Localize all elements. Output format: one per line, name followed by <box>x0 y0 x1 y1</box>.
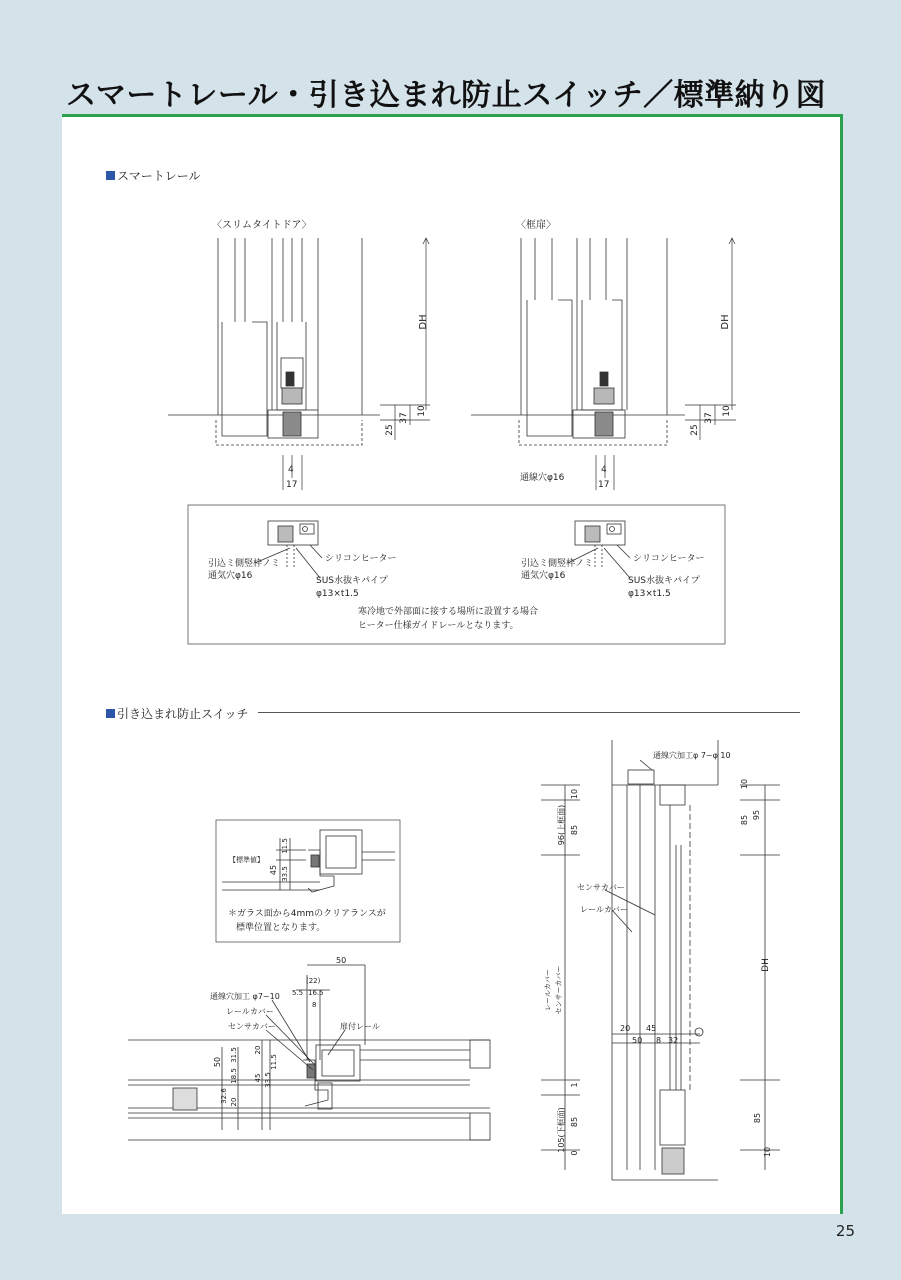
inset-standard-label: 【標準値】 <box>229 856 264 864</box>
vent-label-1-right: 引込ミ側竪枠ノミ <box>521 559 594 569</box>
section-heading-switch-text: 引き込まれ防止スイッチ <box>117 707 249 721</box>
elev-dim-85-left-bottom: 85 <box>570 1116 579 1128</box>
elev-wiring-label: 通線穴加工φ 7~φ 10 <box>653 751 731 760</box>
plan-dim-20: 20 <box>254 1045 262 1055</box>
dim-25-left: 25 <box>385 424 395 436</box>
pipe-label-2-right: φ13×t1.5 <box>628 589 671 599</box>
plan-dim-315: 31.5 <box>230 1047 238 1063</box>
dim-dh-left: DH <box>418 314 429 330</box>
elev-dim-96: 96(上框面) <box>557 804 566 846</box>
dim-37-left: 37 <box>399 412 409 424</box>
dim-4-right: 4 <box>601 465 607 475</box>
elev-dim-10-bottom: 10 <box>763 1146 772 1158</box>
caption-framed-door: 〈框扉〉 <box>516 220 556 231</box>
elev-dim-1: 1 <box>570 1082 579 1088</box>
elev-dim-10-left-top: 10 <box>570 788 579 800</box>
plan-dim-326: 32.6 <box>220 1088 228 1104</box>
plan-dim-20b: 20 <box>230 1097 238 1107</box>
heater-note-1: 寒冷地で外部面に接する場所に設置する場合 <box>358 607 539 617</box>
dim-25-right: 25 <box>690 424 700 436</box>
plan-wiring-label: 通線穴加工 φ7~10 <box>210 992 280 1001</box>
inset-dim-45: 45 <box>269 864 278 876</box>
pipe-label-1-right: SUS水抜キパイプ <box>628 576 700 586</box>
heater-note-2: ヒーター仕様ガイドレールとなります。 <box>358 621 519 631</box>
plan-rail-cover-label: レールカバー <box>226 1007 274 1016</box>
vent-label-1-left: 引込ミ側竪枠ノミ <box>208 559 281 569</box>
plan-dim-8: 8 <box>312 1001 317 1009</box>
heater-label-left: シリコンヒーター <box>325 554 397 564</box>
plan-dim-115b: 11.5 <box>270 1054 278 1070</box>
pipe-label-1-left: SUS水抜キパイプ <box>316 576 388 586</box>
plan-dim-45b: 45 <box>254 1073 262 1083</box>
inset-dim-115: 11.5 <box>281 838 289 854</box>
elev-vertical-label-2: センサーカバー <box>555 965 563 1015</box>
elev-dim-32: 32 <box>668 1036 679 1045</box>
elev-dim-85-top-right: 85 <box>740 814 749 826</box>
dim-dh-right: DH <box>720 314 731 330</box>
elev-dim-0: 0 <box>570 1150 579 1156</box>
elev-dim-105: 105(下框面) <box>557 1107 566 1153</box>
vent-label-2-right: 通気穴φ16 <box>521 571 566 581</box>
elev-dim-dh: DH <box>761 958 771 972</box>
elev-dim-85-right-bottom: 85 <box>753 1112 762 1124</box>
dim-10-left: 10 <box>417 405 427 417</box>
page-number: 25 <box>835 1222 855 1240</box>
heater-label-right: シリコンヒーター <box>633 554 705 564</box>
inset-note-1: ＊ガラス面から4mmのクリアランスが <box>228 909 386 919</box>
section-heading-smart-rail-text: スマートレール <box>117 169 201 183</box>
plan-dim-165: 16.5 <box>308 989 324 997</box>
elev-dim-20: 20 <box>620 1024 631 1033</box>
switch-elevation-drawing <box>541 740 780 1180</box>
elev-dim-95: 95 <box>752 809 761 821</box>
plan-sensor-cover-label: センサカバー <box>228 1022 276 1031</box>
elev-rail-cover-label: レールカバー <box>580 905 628 914</box>
wiring-hole-label: 通線穴φ16 <box>520 473 565 483</box>
vent-label-2-left: 通気穴φ16 <box>208 571 253 581</box>
elev-dim-45: 45 <box>646 1024 657 1033</box>
dim-17-right: 17 <box>598 480 610 490</box>
plan-dim-50b: 50 <box>213 1056 222 1068</box>
elev-dim-10-top: 10 <box>740 778 749 790</box>
plan-dim-50: 50 <box>336 956 347 965</box>
plan-dim-55: 5.5 <box>292 989 304 997</box>
inset-dim-335: 33.5 <box>281 866 289 882</box>
elev-dim-50: 50 <box>632 1036 643 1045</box>
elev-dim-8: 8 <box>656 1036 662 1045</box>
elev-sensor-cover-label: センサカバー <box>577 883 625 892</box>
page-title: スマートレール・引き込まれ防止スイッチ／標準納り図 <box>66 78 827 113</box>
elev-dim-85-left-top: 85 <box>570 824 579 836</box>
dim-4-left: 4 <box>288 465 294 475</box>
plan-door-rail-label: 扉付レール <box>340 1022 380 1031</box>
inset-note-2: 標準位置となります。 <box>236 923 326 933</box>
caption-slim-tight-door: 〈スリムタイトドア〉 <box>212 220 312 231</box>
dim-10-right: 10 <box>722 405 732 417</box>
plan-dim-185: 18.5 <box>230 1068 238 1084</box>
dim-37-right: 37 <box>704 412 714 424</box>
dim-17-left: 17 <box>286 480 298 490</box>
pipe-label-2-left: φ13×t1.5 <box>316 589 359 599</box>
plan-dim-335b: 33.5 <box>264 1072 272 1088</box>
plan-dim-22: (22) <box>306 977 321 985</box>
elev-vertical-label-1: レールカバー <box>544 969 552 1011</box>
